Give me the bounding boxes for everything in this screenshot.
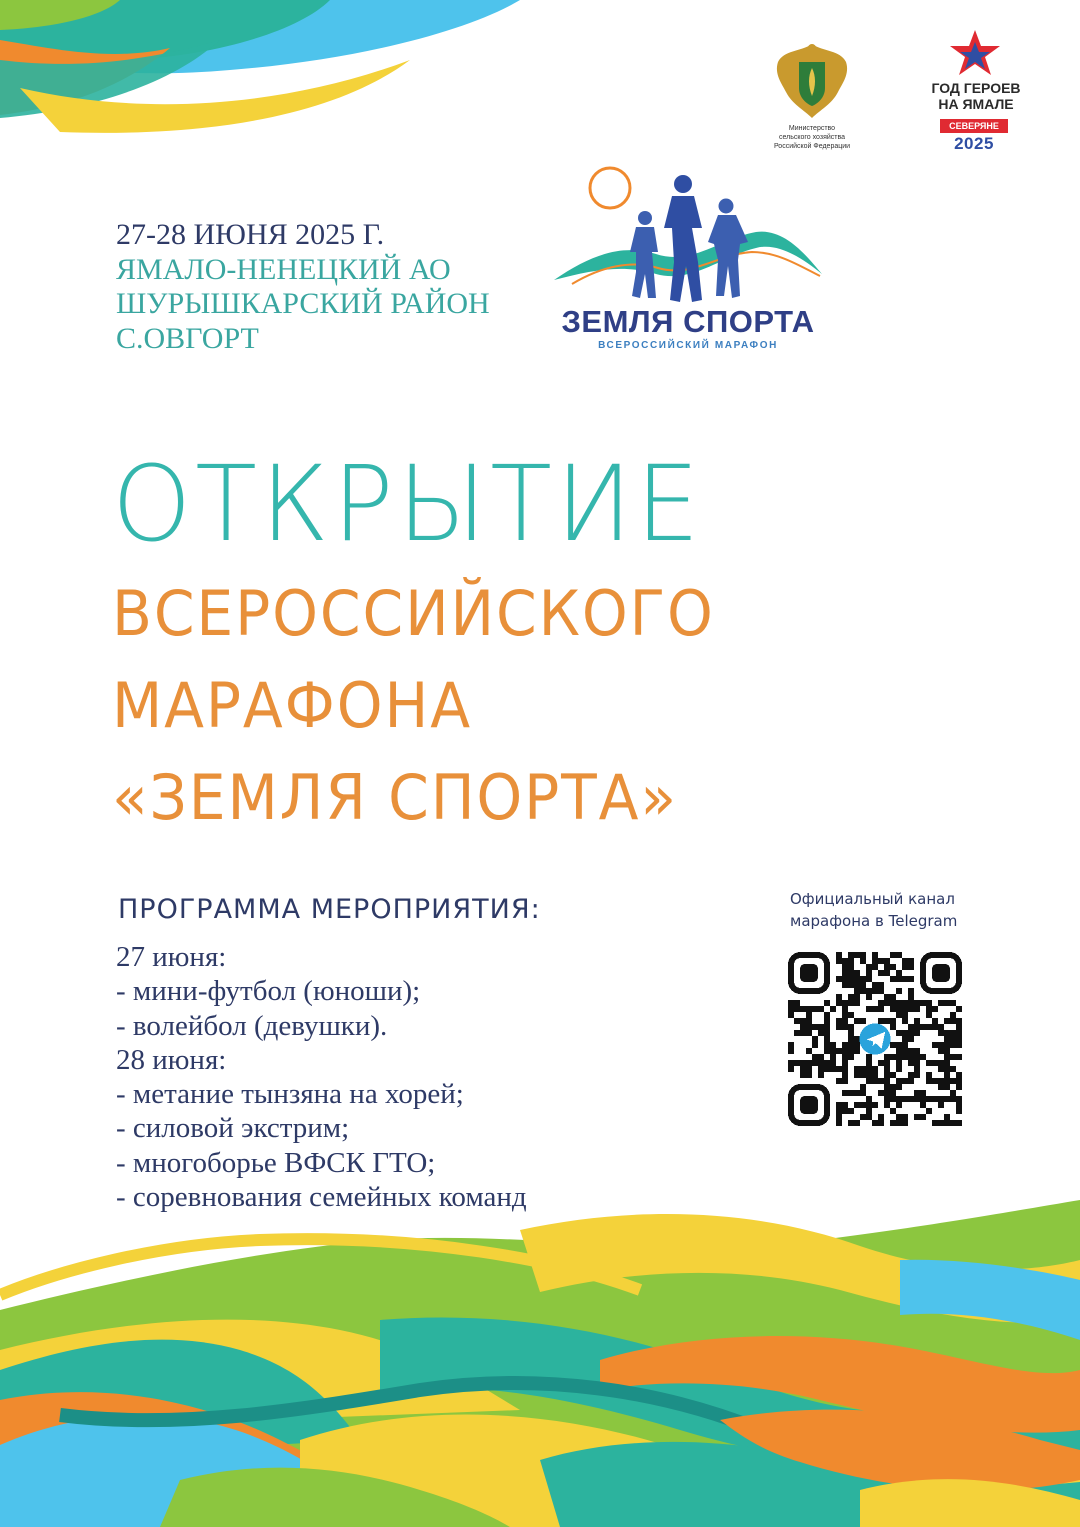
decorative-waves-top — [0, 0, 520, 140]
event-place-village: С.ОВГОРТ — [116, 321, 259, 355]
headline-event-name: «ЗЕМЛЯ СПОРТА» — [112, 761, 678, 834]
star-icon — [948, 28, 1002, 78]
marathon-logo-title: ЗЕМЛЯ СПОРТА — [561, 304, 815, 339]
program-item: - силовой экстрим; — [116, 1112, 350, 1145]
program-item: 27 июня: — [116, 941, 227, 973]
telegram-qr-code-icon[interactable] — [788, 952, 962, 1126]
program-item: - волейбол (девушки). — [116, 1009, 388, 1042]
year-label: 2025 — [954, 134, 994, 153]
main-headline — [112, 440, 872, 844]
ministry-name: Министерство сельского хозяйства Российской Федерации — [773, 125, 851, 150]
decorative-waves-bottom — [0, 1200, 1080, 1527]
event-date: 27-28 ИЮНЯ 2025 Г. — [116, 218, 385, 251]
program-list — [116, 940, 527, 1214]
program-item: - многоборье ВФСК ГТО; — [116, 1146, 436, 1179]
program-item: - метание тынзяна на хорей; — [116, 1078, 464, 1111]
headline-opening: ОТКРЫТИЕ — [112, 443, 704, 565]
program-item: - соревнования семейных команд — [116, 1181, 527, 1214]
headline-all-russian: ВСЕРОССИЙСКОГО — [112, 577, 715, 650]
marathon-logo-subtitle: ВСЕРОССИЙСКИЙ МАРАФОН — [598, 340, 778, 351]
northerners-badge: СЕВЕРЯНЕ — [940, 119, 1008, 133]
event-place-district: ШУРЫШКАРСКИЙ РАЙОН — [116, 287, 490, 320]
program-heading: ПРОГРАММА МЕРОПРИЯТИЯ: — [118, 894, 541, 925]
telegram-caption: Официальный канал марафона в Telegram — [790, 890, 958, 930]
event-info — [116, 218, 490, 356]
year-of-heroes-title: ГОД ГЕРОЕВ НА ЯМАЛЕ — [931, 80, 1021, 112]
russian-coat-of-arms-icon — [770, 38, 854, 122]
runners-family-icon — [552, 162, 824, 310]
program-item: - мини-футбол (юноши); — [116, 975, 421, 1008]
event-place-region: ЯМАЛО-НЕНЕЦКИЙ АО — [116, 252, 451, 286]
headline-marathon: МАРАФОНА — [112, 669, 472, 742]
program-item: 28 июня: — [116, 1043, 227, 1076]
